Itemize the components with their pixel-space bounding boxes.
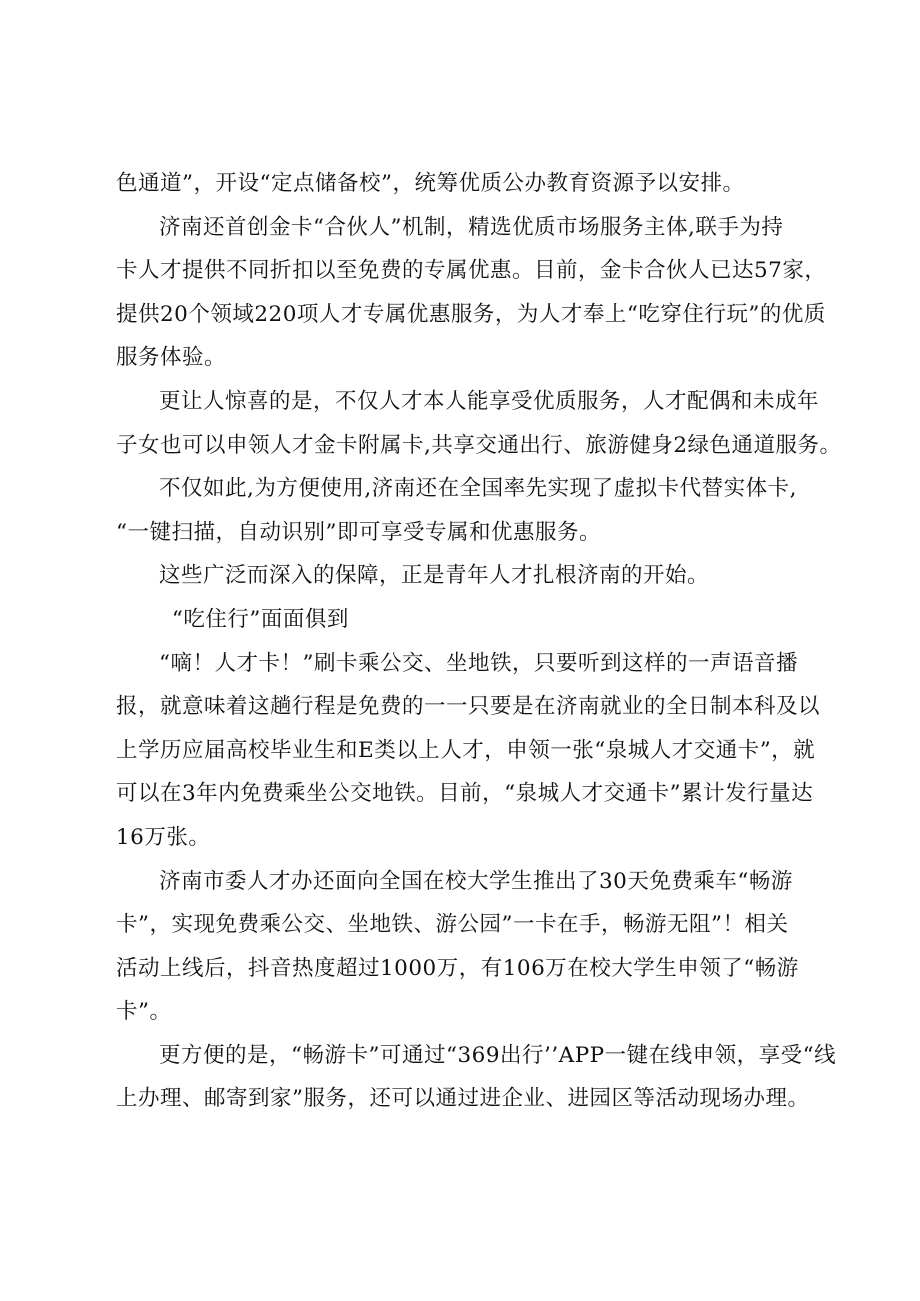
text-line: 不仅如此,为方便使用,济南还在全国率先实现了虚拟卡代替实体卡,	[159, 476, 798, 502]
text-line: 可以在3年内免费乘坐公交地铁。目前，“泉城人才交通卡”累计发行量达	[116, 781, 814, 807]
text-line: 卡人才提供不同折扣以至免费的专属优惠。目前，金卡合伙人已达57家，	[116, 258, 827, 284]
text-line: 上办理、邮寄到家”服务，还可以通过进企业、进园区等活动现场办理。	[116, 1086, 810, 1112]
paragraph-partner-mechanism	[116, 206, 827, 380]
text-line: 色通道”，开设“定点储备校”，统筹优质公办教育资源予以安排。	[116, 171, 745, 196]
article-body	[116, 162, 842, 1121]
paragraph-summary	[116, 554, 816, 598]
text-line: 济南还首创金卡“合伙人”机制，精选优质市场服务主体,联手为持	[159, 214, 784, 240]
paragraph-travel-card	[116, 860, 816, 1034]
paragraph-online-application	[116, 1034, 837, 1121]
text-line: 16万张。	[116, 824, 211, 850]
text-line: 服务体验。	[116, 345, 227, 371]
paragraph-transport-card	[116, 642, 821, 860]
paragraph-family-benefits	[116, 380, 842, 467]
paragraph-continuation	[116, 162, 816, 206]
text-line: 报，就意味着这趟行程是免费的一一只要是在济南就业的全日制本科及以	[116, 694, 821, 720]
paragraph-virtual-card	[116, 467, 816, 554]
text-line: 卡”。	[116, 999, 172, 1025]
text-line: “吃住行”面面俱到	[171, 606, 349, 632]
text-line: “一键扫描，自动识别”即可享受专属和优惠服务。	[116, 519, 601, 545]
text-line: 这些广泛而深入的保障，正是青年人才扎根济南的开始。	[159, 563, 710, 589]
text-line: “嘀！人才卡！”刷卡乘公交、坐地铁，只要听到这样的一声语音播	[159, 650, 798, 676]
text-line: 上学历应届高校毕业生和E类以上人才，申领一张“泉城人才交通卡”，就	[116, 737, 816, 763]
text-line: 卡”，实现免费乘公交、坐地铁、游公园”一卡在手，畅游无阻”！相关	[116, 912, 789, 938]
text-line: 更让人惊喜的是，不仅人才本人能享受优质服务，人才配偶和未成年	[159, 388, 820, 414]
text-line: 提供20个领域220项人才专属优惠服务，为人才奉上“吃穿住行玩”的优质	[116, 301, 826, 327]
text-line: 更方便的是，“畅游卡”可通过“369出行’’APP一键在线申领，享受“线	[159, 1042, 837, 1068]
text-line: 济南市委人才办还面向全国在校大学生推出了30天免费乘车“畅游	[159, 868, 793, 894]
text-line: 子女也可以申领人才金卡附属卡,共享交通出行、旅游健身2绿色通道服务。	[116, 432, 842, 458]
text-line: 活动上线后，抖音热度超过1000万，有106万在校大学生申领了“畅游	[116, 955, 799, 981]
section-subheading	[116, 598, 816, 642]
